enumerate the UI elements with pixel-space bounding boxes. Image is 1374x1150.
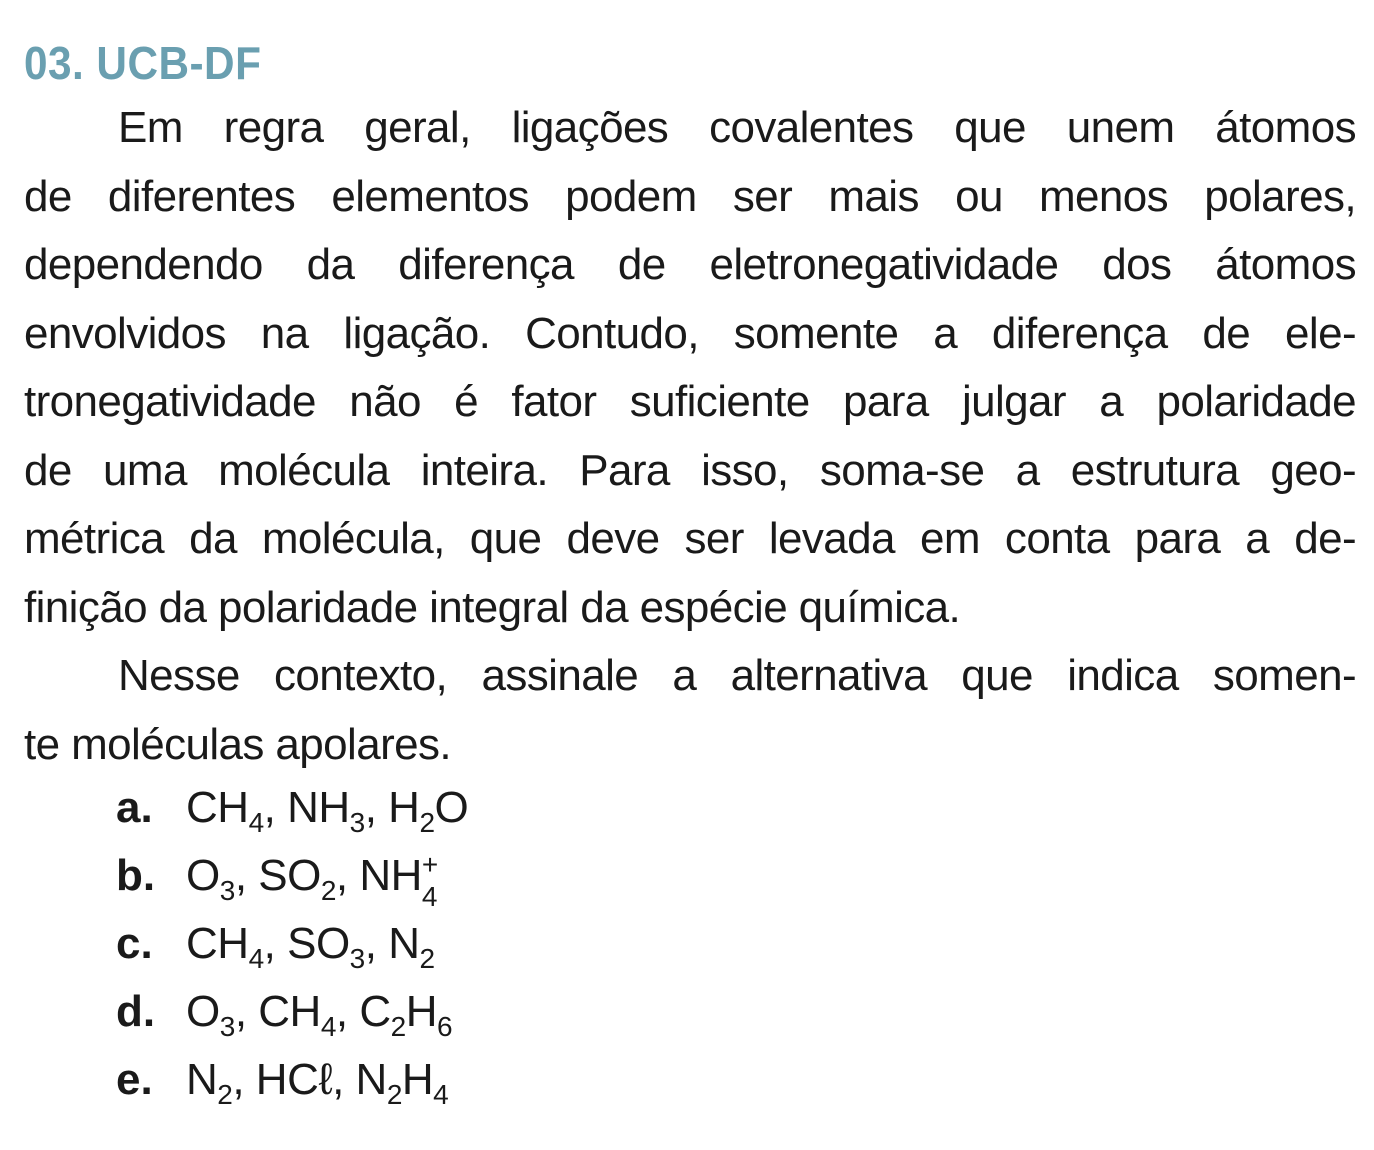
option-formula: $CH_4$, $SO_3$, $N_2$ (186, 919, 435, 974)
answer-options (24, 783, 1356, 1123)
paragraph-line: tronegatividade não é fator suficiente para julgar a polaridade (24, 377, 1356, 426)
question-paragraph-1 (24, 94, 1356, 642)
option-letter: c. (116, 919, 153, 968)
option-letter: e. (116, 1055, 153, 1104)
option-b[interactable] (116, 851, 1356, 919)
option-letter: d. (116, 987, 156, 1036)
ion-charge: + 4 (421, 849, 438, 912)
option-letter: a. (116, 783, 153, 832)
paragraph-line: envolvidos na ligação. Contudo, somente a diferença de ele- (24, 308, 1356, 358)
option-a[interactable] (116, 783, 1356, 851)
option-d[interactable] (116, 987, 1356, 1055)
option-letter: b. (116, 851, 156, 900)
question-paragraph-2 (24, 642, 1356, 779)
option-formula: $CH_4$, $NH_3$, $H_2O$ (186, 783, 469, 838)
paragraph-line: Nesse contexto, assinale a alternativa que indica somen- (118, 651, 1356, 700)
paragraph-line: métrica da molécula, que deve ser levada em conta para a de- (24, 514, 1356, 563)
paragraph-line: de diferentes elementos podem ser mais ou menos polares, (24, 171, 1356, 221)
paragraph-line: te moléculas apolares. (24, 719, 452, 769)
option-formula: $O_3$, $SO_2$, NH + 4 (186, 851, 442, 901)
paragraph-line: de uma molécula inteira. Para isso, soma-se a estrutura geo- (24, 445, 1356, 495)
option-formula: $O_3$, $CH_4$, $C_2H_6$ (186, 987, 453, 1042)
paragraph-line: Em regra geral, ligações covalentes que unem átomos (118, 103, 1356, 152)
option-e[interactable] (116, 1055, 1356, 1123)
option-formula: $N_2$, HCℓ, $N_2H_4$ (186, 1055, 449, 1110)
question-block (24, 32, 1356, 1123)
option-c[interactable] (116, 919, 1356, 987)
paragraph-line: dependendo da diferença de eletronegatividade dos átomos (24, 240, 1356, 289)
question-title: 03. UCB-DF (24, 37, 262, 89)
paragraph-line: finição da polaridade integral da espécie química. (24, 582, 961, 632)
